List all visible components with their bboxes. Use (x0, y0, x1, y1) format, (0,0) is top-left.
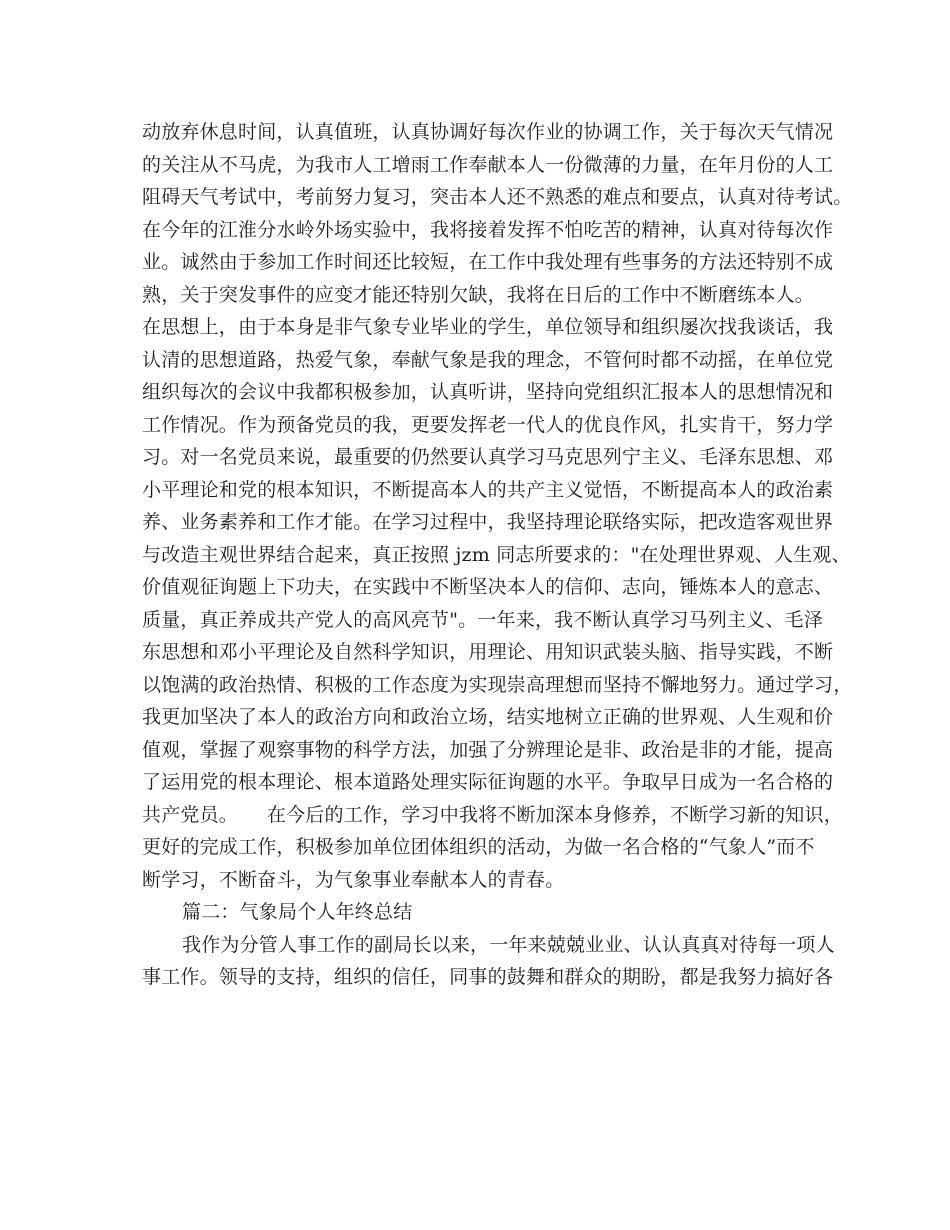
text-line: 我作为分管人事工作的副局长以来，一年来兢兢业业、认认真真对待每一项人 (182, 933, 835, 956)
text-line: 动放弃休息时间，认真值班，认真协调好每次作业的协调工作，关于每次天气情况 (142, 121, 834, 143)
text-line: 阻碍天气考试中，考前努力复习，突击本人还不熟悉的难点和要点，认真对待考试。 (142, 186, 853, 208)
text-line: 了运用党的根本理论、根本道路处理实际征询题的水平。争取早日成为一名合格的 (142, 771, 834, 793)
text-line: 事工作。领导的支持，组织的信任，同事的鼓舞和群众的期盼，都是我努力搞好各 (142, 966, 834, 988)
text-line: 东思想和邓小平理论及自然科学知识，用理论、用知识武装头脑、指导实践，不断 (142, 641, 834, 663)
text-line: 在思想上，由于本身是非气象专业毕业的学生，单位领导和组织屡次找我谈话，我 (142, 316, 834, 338)
text-line: 认清的思想道路，热爱气象，奉献气象是我的理念，不管何时都不动摇，在单位党 (142, 348, 834, 371)
text-line: 组织每次的会议中我都积极参加，认真听讲，坚持向党组织汇报本人的思想情况和 (142, 381, 834, 403)
text-line: 熟，关于突发事件的应变才能还特别欠缺，我将在日后的工作中不断磨练本人。 (142, 283, 815, 306)
text-line: 在今年的江淮分水岭外场实验中，我将接着发挥不怕吃苦的精神，认真对待每次作 (142, 218, 834, 241)
text-line: 共产党员。 在今后的工作，学习中我将不断加深本身修养，不断学习新的知识， (142, 803, 843, 826)
text-line: 养、业务素养和工作才能。在学习过程中，我坚持理论联络实际，把改造客观世界 (142, 511, 834, 533)
text-line: 小平理论和党的根本知识，不断提高本人的共产主义觉悟，不断提高本人的政治素 (142, 478, 834, 501)
text-line: 更好的完成工作，积极参加单位团体组织的活动，为做一名合格的“气象人”而不 (142, 836, 815, 858)
text-line: 业。诚然由于参加工作时间还比较短，在工作中我处理有些事务的方法还特别不成 (142, 251, 834, 273)
text-line: 质量，真正养成共产党人的高风亮节"。一年来，我不断认真学习马列主义、毛泽 (142, 608, 823, 631)
text-line: 断学习，不断奋斗，为气象事业奉献本人的青春。 (142, 868, 565, 891)
text-line: 的关注从不马虎，为我市人工增雨工作奉献本人一份微薄的力量，在年月份的人工 (142, 153, 834, 176)
text-line: 值观，掌握了观察事物的科学方法，加强了分辨理论是非、政治是非的才能，提高 (142, 738, 834, 761)
text-line: 习。对一名党员来说，最重要的仍然要认真学习马克思列宁主义、毛泽东思想、邓 (142, 446, 834, 468)
text-line: 以饱满的政治热情、积极的工作态度为实现崇高理想而坚持不懈地努力。通过学习， (142, 673, 853, 696)
document-body (142, 116, 853, 994)
text-line: 与改造主观世界结合起来，真正按照 jzm 同志所要求的："在处理世界观、人生观、 (142, 543, 851, 566)
text-line: 我更加坚决了本人的政治方向和政治立场，结实地树立正确的世界观、人生观和价 (142, 706, 834, 728)
text-line: 价值观征询题上下功夫，在实践中不断坚决本人的信仰、志向，锤炼本人的意志、 (142, 576, 834, 598)
section-heading: 篇二：气象局个人年终总结 (182, 901, 413, 923)
text-line: 工作情况。作为预备党员的我，更要发挥老一代人的优良作风，扎实肯干，努力学 (142, 413, 834, 436)
